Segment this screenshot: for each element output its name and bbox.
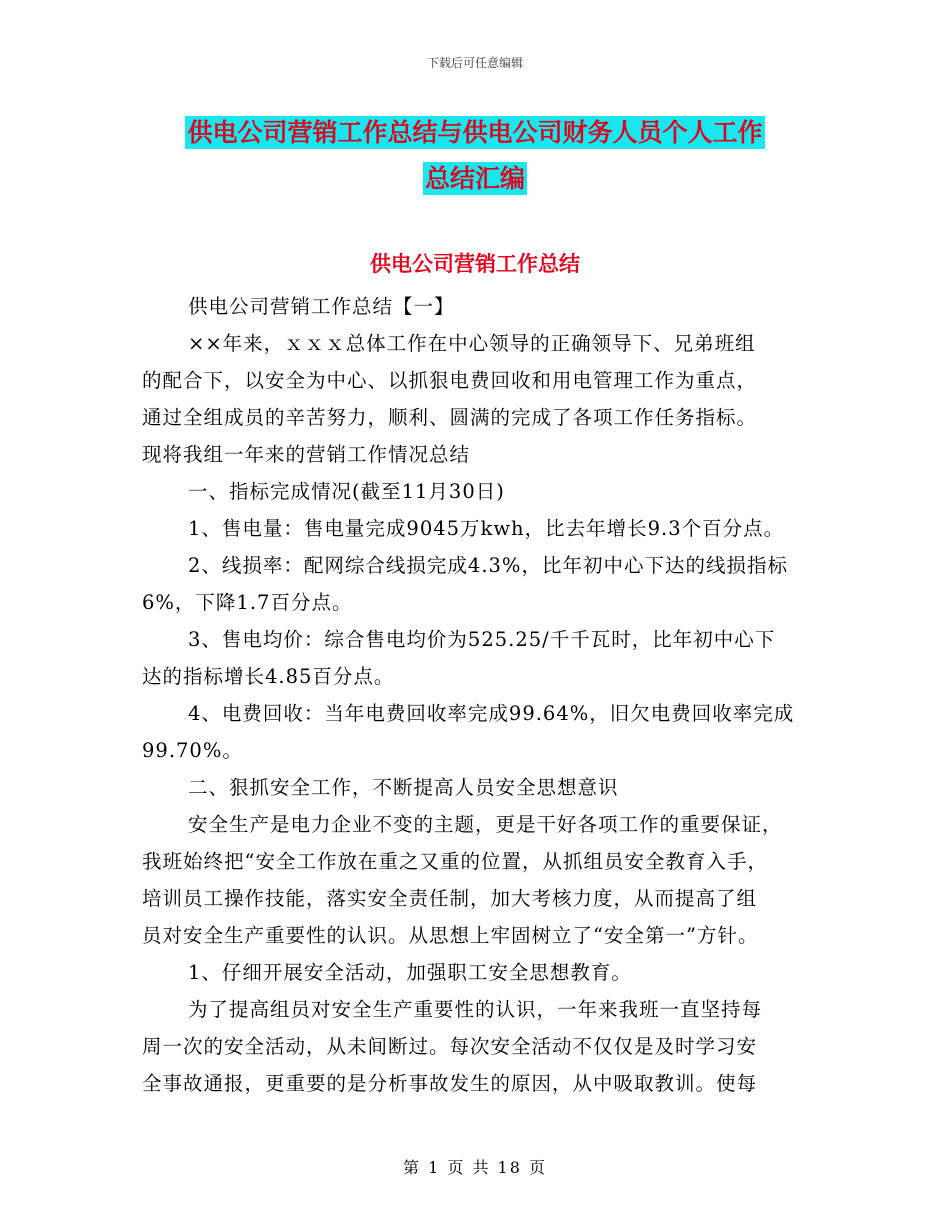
- paragraph-line: 达的指标增长4.85百分点。: [142, 665, 395, 688]
- paragraph-line: 4、电费回收：当年电费回收率完成99.64%，旧欠电费回收率完成: [188, 702, 795, 725]
- paragraph-line: 为了提高组员对安全生产重要性的认识，一年来我班一直坚持每: [188, 998, 763, 1021]
- section-title: 供电公司营销工作总结: [370, 252, 580, 276]
- document-title: [0, 110, 950, 202]
- paragraph-line: 99.70%。: [142, 739, 243, 762]
- paragraph-line: 1、售电量：售电量完成9045万kwh，比去年增长9.3个百分点。: [188, 517, 785, 540]
- paragraph-line: 6%，下降1.7百分点。: [142, 591, 353, 614]
- paragraph-line: 3、售电均价：综合售电均价为525.25/千千瓦时，比年初中心下: [188, 628, 776, 651]
- paragraph-line: 周一次的安全活动，从未间断过。每次安全活动不仅仅是及时学习安: [142, 1035, 758, 1058]
- heading-indicators: 一、指标完成情况(截至11月30日): [188, 480, 505, 503]
- paragraph-line: 通过全组成员的辛苦努力，顺利、圆满的完成了各项工作任务指标。: [142, 406, 758, 429]
- paragraph-line: 2、线损率：配网综合线损完成4.3%，比年初中心下达的线损指标: [188, 554, 788, 577]
- page-number-footer: 第 1 页 共 18 页: [403, 1158, 547, 1177]
- body-text: [142, 288, 812, 1102]
- paragraph-line: 现将我组一年来的营销工作情况总结: [142, 443, 471, 466]
- subheading-safety-activities: 1、仔细开展安全活动，加强职工安全思想教育。: [188, 961, 632, 984]
- subheading-part-one: 供电公司营销工作总结【一】: [188, 295, 455, 318]
- paragraph-line: 的配合下，以安全为中心、以抓狠电费回收和用电管理工作为重点，: [142, 369, 758, 392]
- paragraph-line: 培训员工操作技能，落实安全责任制，加大考核力度，从而提高了组: [142, 887, 758, 910]
- paragraph-line: 员对安全生产重要性的认识。从思想上牢固树立了“安全第一”方针。: [142, 924, 759, 947]
- document-title-line-2: 总结汇编: [424, 164, 525, 193]
- paragraph-line: ××年来，ｘｘｘ总体工作在中心领导的正确领导下、兄弟班组: [188, 332, 756, 355]
- paragraph-line: 全事故通报，更重要的是分析事故发生的原因，从中吸取教训。使每: [142, 1072, 758, 1095]
- paragraph-line: 安全生产是电力企业不变的主题，更是干好各项工作的重要保证，: [188, 813, 783, 836]
- heading-safety: 二、狠抓安全工作，不断提高人员安全思想意识: [188, 776, 619, 799]
- paragraph-line: 我班始终把“安全工作放在重之又重的位置，从抓组员安全教育入手，: [142, 850, 768, 873]
- document-title-line-1: 供电公司营销工作总结与供电公司财务人员个人工作: [187, 118, 763, 147]
- header-note: 下载后可任意编辑: [426, 56, 523, 70]
